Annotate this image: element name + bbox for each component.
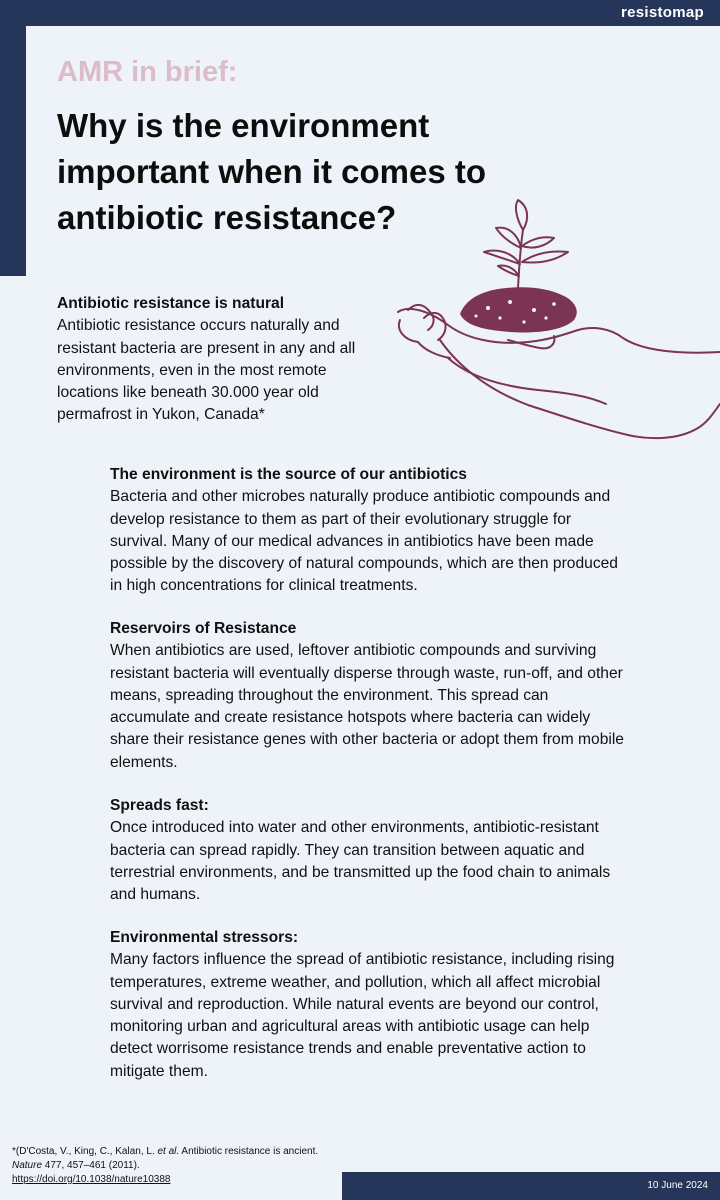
section-body: Antibiotic resistance occurs naturally and resistant bacteria are present in any and all environments, even in the most remote locations like beneath 30.000 year old permafrost in Yukon, Canada* bbox=[57, 317, 356, 424]
section-reservoirs bbox=[110, 618, 630, 774]
footnote-journal: Nature bbox=[12, 1160, 43, 1171]
footnote-etal: et al. bbox=[157, 1146, 180, 1157]
publish-date: 10 June 2024 bbox=[647, 1180, 708, 1191]
kicker-heading: AMR in brief: bbox=[57, 56, 238, 88]
citation-footnote bbox=[12, 1145, 342, 1187]
doi-link[interactable]: https://doi.org/10.1038/nature10388 bbox=[12, 1174, 171, 1185]
section-body: Bacteria and other microbes naturally produce antibiotic compounds and develop resistance to them as part of their evolutionary struggle for survival. Many of our medical advances in antibiotics have been made possible by the discovery of natural compounds, which are then produced in high concentrations for clinical treatments. bbox=[110, 488, 618, 595]
side-accent-bar bbox=[0, 0, 26, 276]
footer-bar bbox=[342, 1172, 720, 1200]
hand-holding-plant-icon bbox=[388, 190, 720, 445]
section-source bbox=[110, 464, 630, 598]
footnote-title: Antibiotic resistance is ancient. bbox=[179, 1146, 319, 1157]
brand-logo[interactable]: resistomap bbox=[620, 4, 704, 21]
page-title: Why is the environment important when it comes to antibiotic resistance? bbox=[57, 107, 487, 236]
section-body: Many factors influence the spread of antibiotic resistance, including rising temperatures, extreme weather, and pollution, which all affect microbial survival and reproduction. While natural events are beyond our control, monitoring urban and agricultural areas with antibiotic usage can help detect worrisome resistance trends and enable preventative action to mitigate them. bbox=[110, 951, 615, 1080]
section-heading: Environmental stressors: bbox=[110, 929, 299, 946]
section-body: When antibiotics are used, leftover antibiotic compounds and surviving resistant bacteria will eventually disperse through waste, run-off, and other means, spreading throughout the environment. This spread can accumulate and create resistance hotspots where bacteria can widely share their resistance genes with other bacteria or adopt them from mobile elements. bbox=[110, 642, 624, 771]
footnote-authors: *(D'Costa, V., King, C., Kalan, L. bbox=[12, 1146, 158, 1157]
section-natural bbox=[57, 293, 377, 427]
section-heading: Spreads fast: bbox=[110, 797, 209, 814]
top-bar bbox=[0, 0, 720, 26]
section-spreads-fast bbox=[110, 795, 630, 906]
section-stressors bbox=[110, 927, 630, 1083]
section-heading: The environment is the source of our antibiotics bbox=[110, 466, 467, 483]
section-heading: Antibiotic resistance is natural bbox=[57, 295, 285, 312]
footnote-volume: 477, 457–461 (2011). bbox=[42, 1160, 140, 1171]
section-body: Once introduced into water and other environments, antibiotic-resistant bacteria can spread rapidly. They can transition between aquatic and terrestrial environments, and be transmitted up the food chain to animals and humans. bbox=[110, 819, 611, 904]
section-heading: Reservoirs of Resistance bbox=[110, 620, 297, 637]
